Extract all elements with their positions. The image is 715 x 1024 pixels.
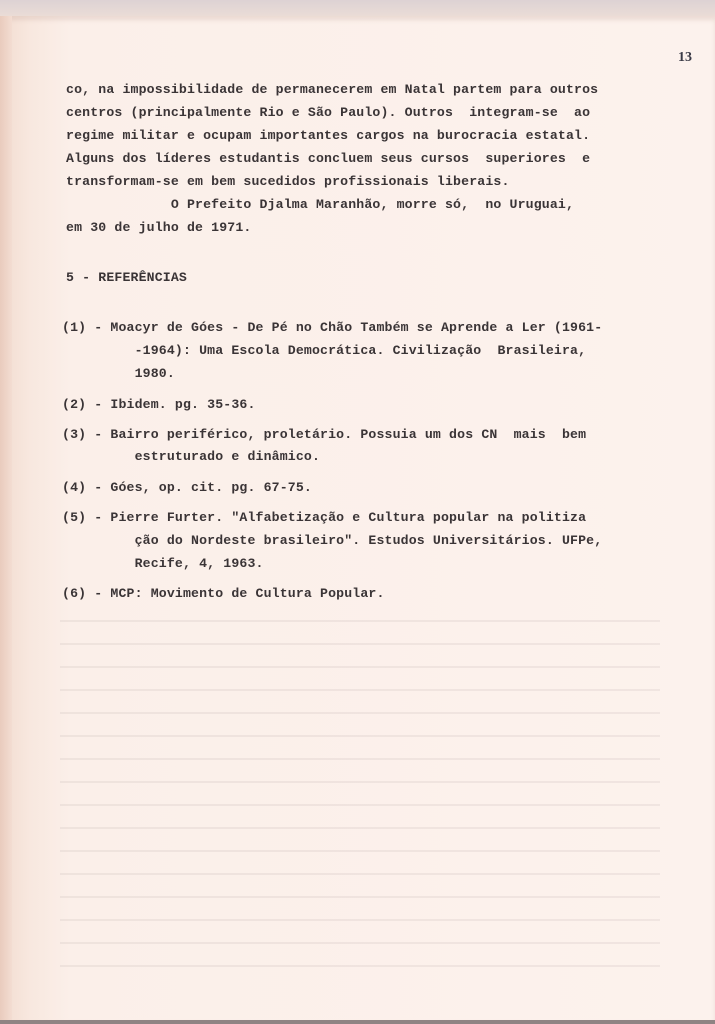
- reference-line: (4) - Góes, op. cit. pg. 67-75.: [62, 480, 312, 495]
- reference-line: (1) - Moacyr de Góes - De Pé no Chão Também se Aprende a Ler (1961-: [62, 320, 603, 335]
- bleed-through-line: [60, 850, 660, 852]
- bleed-through-line: [60, 873, 660, 875]
- paragraph-line: centros (principalmente Rio e São Paulo). Outros integram-se ao: [66, 105, 591, 120]
- page-left-edge: [0, 16, 12, 1020]
- section-heading: 5 - REFERÊNCIAS: [66, 270, 187, 285]
- reference-line: (3) - Bairro periférico, proletário. Possuia um dos CN mais bem: [62, 427, 587, 442]
- paragraph-line: O Prefeito Djalma Maranhão, morre só, no Uruguai,: [66, 197, 575, 212]
- bleed-through-line: [60, 827, 660, 829]
- scan-bottom-edge: [0, 1020, 715, 1024]
- paragraph-line: transformam-se em bem sucedidos profissionais liberais.: [66, 174, 510, 189]
- reference-line: estruturado e dinâmico.: [62, 449, 321, 464]
- page-number: 13: [678, 50, 692, 65]
- bleed-through-line: [60, 620, 660, 622]
- reference-line: Recife, 4, 1963.: [62, 556, 264, 571]
- reference-line: (5) - Pierre Furter. "Alfabetização e Cultura popular na politiza: [62, 510, 587, 525]
- reference-line: -1964): Uma Escola Democrática. Civilização Brasileira,: [62, 343, 587, 358]
- bleed-through-line: [60, 804, 660, 806]
- bleed-through-line: [60, 781, 660, 783]
- paragraph-line: Alguns dos líderes estudantis concluem seus cursos superiores e: [66, 151, 591, 166]
- bleed-through-line: [60, 896, 660, 898]
- bleed-through-line: [60, 689, 660, 691]
- reference-line: (6) - MCP: Movimento de Cultura Popular.: [62, 586, 385, 601]
- bleed-through-line: [60, 965, 660, 967]
- bleed-through-line: [60, 735, 660, 737]
- reference-line: ção do Nordeste brasileiro". Estudos Universitários. UFPe,: [62, 533, 603, 548]
- bleed-through-line: [60, 919, 660, 921]
- bleed-through-line: [60, 712, 660, 714]
- bleed-through-line: [60, 942, 660, 944]
- reference-line: 1980.: [62, 366, 175, 381]
- bleed-through-line: [60, 666, 660, 668]
- bleed-through-line: [60, 758, 660, 760]
- bleed-through-line: [60, 643, 660, 645]
- paragraph-line: co, na impossibilidade de permanecerem em Natal partem para outros: [66, 82, 599, 97]
- scan-top-edge: [0, 0, 715, 16]
- paragraph-line: regime militar e ocupam importantes cargos na burocracia estatal.: [66, 128, 591, 143]
- reference-line: (2) - Ibidem. pg. 35-36.: [62, 397, 256, 412]
- paragraph-line: em 30 de julho de 1971.: [66, 220, 252, 235]
